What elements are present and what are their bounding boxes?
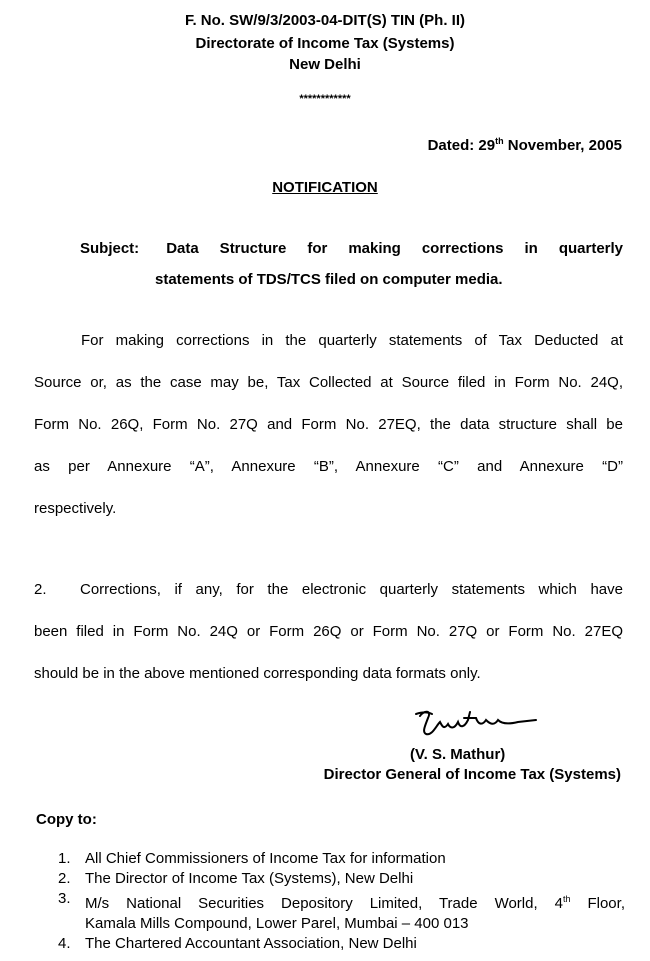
para2-line: been filed in Form No. 24Q or Form 26Q or Form No. 27Q or Form No. 27EQ: [34, 623, 623, 640]
date-label: Dated: 29: [427, 137, 496, 154]
date-suffix: th: [495, 136, 504, 146]
list-item-text: All Chief Commissioners of Income Tax for information: [85, 850, 446, 867]
list-item-number: 2.: [58, 870, 71, 887]
para1-line: Form No. 26Q, Form No. 27Q and Form No. 27EQ, the data structure shall be: [34, 416, 623, 433]
signatory-name: (V. S. Mathur): [410, 746, 506, 763]
floor-suffix: th: [562, 894, 571, 904]
subject-line-2: statements of TDS/TCS filed on computer media.: [155, 271, 503, 288]
office-place: New Delhi: [289, 56, 361, 73]
list-item-number: 3.: [58, 890, 71, 907]
list-item-text-part: Floor,: [570, 895, 625, 912]
para2-line: Corrections, if any, for the electronic quarterly statements which have: [80, 581, 623, 598]
list-item-text: The Director of Income Tax (Systems), New Delhi: [85, 870, 414, 887]
office-name: Directorate of Income Tax (Systems): [195, 35, 455, 52]
paragraph-1: [34, 320, 623, 530]
list-item: [58, 934, 625, 954]
subject-line-1: Data Structure for making corrections in quarterly: [166, 240, 624, 257]
list-item: [58, 869, 625, 889]
list-item-text-part: M/s National Securities Depository Limited, Trade World, 4: [85, 895, 563, 912]
para1-line: as per Annexure “A”, Annexure “B”, Annexure “C” and Annexure “D”: [34, 458, 623, 475]
list-item: [58, 849, 625, 869]
subject-block: [80, 233, 623, 295]
para2-first-line: [34, 569, 623, 611]
file-number: F. No. SW/9/3/2003-04-DIT(S) TIN (Ph. II): [184, 12, 466, 29]
list-item-number: 4.: [58, 935, 71, 952]
handwritten-signature: [414, 704, 544, 744]
list-item-number: 1.: [58, 850, 71, 867]
subject-label: Subject:: [80, 240, 140, 257]
para1-line: Source or, as the case may be, Tax Collected at Source filed in Form No. 24Q,: [34, 374, 623, 391]
signatory-designation: Director General of Income Tax (Systems): [323, 766, 621, 783]
list-item: [58, 889, 625, 934]
paragraph-2: [34, 569, 623, 695]
para2-number: 2.: [34, 581, 47, 598]
list-item-text: The Chartered Accountant Association, New Delhi: [85, 935, 417, 952]
list-item-text-continued: Kamala Mills Compound, Lower Parel, Mumbai – 400 013: [85, 915, 469, 932]
date-rest: November, 2005: [503, 137, 622, 154]
list-item-text: [85, 889, 625, 914]
para2-line: should be in the above mentioned corresponding data formats only.: [34, 665, 481, 682]
separator-stars: ************: [299, 93, 351, 105]
copy-to-list: [58, 849, 625, 954]
date-line: [428, 136, 622, 154]
notification-title: NOTIFICATION: [272, 179, 378, 196]
copy-to-label: Copy to:: [36, 811, 97, 828]
para1-line: respectively.: [34, 500, 117, 517]
para1-line: For making corrections in the quarterly statements of Tax Deducted at: [81, 332, 623, 349]
